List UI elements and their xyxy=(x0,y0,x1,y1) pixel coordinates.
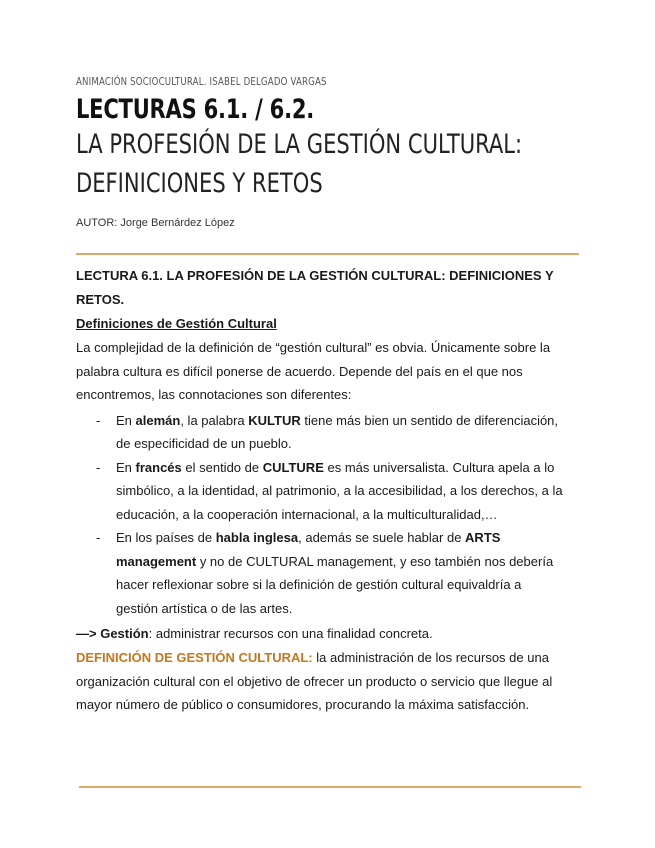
text-fragment: el sentido de xyxy=(181,459,263,475)
bold-term: alemán xyxy=(135,412,181,428)
text-fragment: simbólico, a la identidad, al patrimonio, a la accesibilidad, a los derechos, a la xyxy=(116,483,563,498)
dash-marker: - xyxy=(96,530,101,545)
text-fragment: , la palabra xyxy=(180,412,249,428)
intro-paragraph xyxy=(76,336,581,407)
dash-marker: - xyxy=(96,412,101,428)
text-fragment: : administrar recursos con una finalidad concreta. xyxy=(148,626,433,641)
definition-label: DEFINICIÓN DE GESTIÓN CULTURAL: xyxy=(76,650,313,665)
dash-marker: - xyxy=(96,459,101,475)
text-fragment: educación, a la cooperación internacional, a la multiculturalidad,… xyxy=(116,506,498,522)
text-fragment: En los países de xyxy=(116,530,216,545)
text-fragment: es más universalista. Cultura apela a lo xyxy=(323,459,555,475)
document-page xyxy=(76,76,581,717)
text-fragment: de especificidad de un pueblo. xyxy=(116,436,292,451)
bold-term: KULTUR xyxy=(248,412,301,428)
bold-term: francés xyxy=(135,459,182,475)
section-title-line-1: LECTURA 6.1. LA PROFESIÓN DE LA GESTIÓN CULTURAL: DEFINICIONES Y xyxy=(76,268,554,283)
text-fragment: la administración de los recursos de una xyxy=(312,650,549,665)
bold-term: CULTURE xyxy=(262,459,324,475)
bold-term: management xyxy=(116,553,197,569)
language-list xyxy=(76,409,581,621)
section-title xyxy=(76,264,581,312)
document-title: LECTURAS 6.1. / 6.2. xyxy=(76,94,315,125)
document-subtitle-line-2: DEFINICIONES Y RETOS xyxy=(76,168,323,199)
intro-line-3: encontremos, las connotaciones son diferentes: xyxy=(76,387,352,402)
text-fragment: En xyxy=(116,459,136,475)
text-fragment: , además se suele hablar de xyxy=(298,530,466,545)
text-fragment: gestión artística o de las artes. xyxy=(116,600,293,616)
bold-term: ARTS xyxy=(465,530,501,545)
bold-term: Gestión xyxy=(100,626,149,641)
top-divider xyxy=(76,253,579,255)
section-title-line-2: RETOS. xyxy=(76,292,125,307)
intro-line-2: palabra cultura es difícil ponerse de acuerdo. Depende del país en el que nos xyxy=(76,363,523,379)
arrow-marker: —> xyxy=(76,626,101,641)
gestion-definition xyxy=(76,622,581,646)
text-fragment: hacer reflexionar sobre si la definición de gestión cultural equivaldría a xyxy=(116,577,522,592)
document-header: ANIMACIÓN SOCIOCULTURAL. ISABEL DELGADO VARGAS xyxy=(76,76,327,88)
cultural-management-definition xyxy=(76,646,581,717)
text-fragment: mayor número de público o consumidores, procurando la máxima satisfacción. xyxy=(76,697,530,712)
bottom-divider xyxy=(79,786,581,788)
text-fragment: tiene más bien un sentido de diferenciación, xyxy=(300,412,559,428)
text-fragment: En xyxy=(116,412,136,428)
author-line: AUTOR: Jorge Bernárdez López xyxy=(76,217,235,229)
text-fragment: y no de CULTURAL management, y eso también nos debería xyxy=(196,553,554,569)
bold-term: habla inglesa xyxy=(215,530,299,545)
list-item-aleman xyxy=(76,409,581,456)
document-subtitle-line-1: LA PROFESIÓN DE LA GESTIÓN CULTURAL: xyxy=(76,129,523,160)
text-fragment: organización cultural con el objetivo de ofrecer un producto o servicio que llegue al xyxy=(76,673,553,689)
list-item-ingles xyxy=(76,526,581,620)
list-item-frances xyxy=(76,456,581,527)
intro-line-1: La complejidad de la definición de “gestión cultural” es obvia. Únicamente sobre la xyxy=(76,340,551,355)
subheading-definitions: Definiciones de Gestión Cultural xyxy=(76,316,277,331)
